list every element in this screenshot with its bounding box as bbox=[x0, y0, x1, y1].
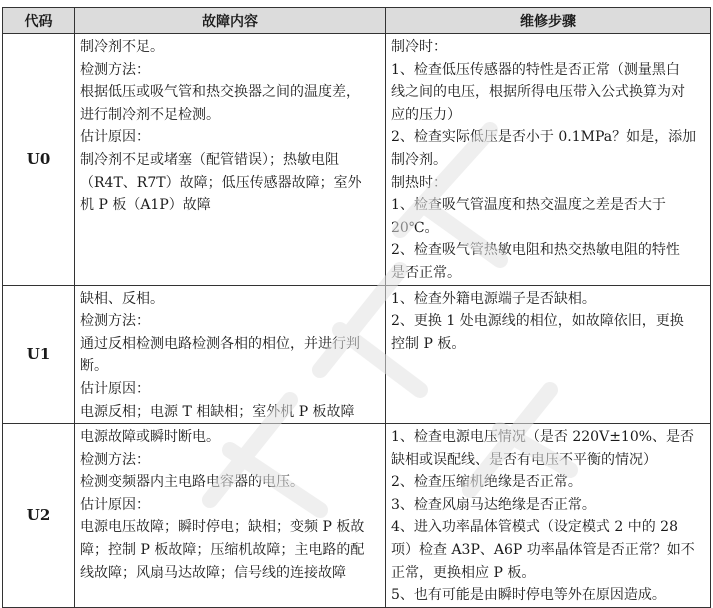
text-line: 检测方法： bbox=[80, 313, 150, 330]
text-line: 2、检查吸气管热敏电阻和热交热敏电阻的特性 bbox=[391, 242, 680, 259]
text-line: 项）检查 A3P、A6P 功率晶体管是否正常？如不 bbox=[391, 542, 695, 559]
text-line: 进行制冷剂不足检测。 bbox=[80, 106, 220, 123]
text-line: 正常，更换相应 P 板。 bbox=[391, 564, 536, 581]
text-line: 检测方法： bbox=[80, 451, 150, 468]
table-row-u2 bbox=[3, 424, 711, 608]
repair-steps bbox=[386, 34, 711, 286]
header-repair-steps: 维修步骤 bbox=[386, 8, 711, 34]
text-line: 3、检查风扇马达绝缘是否正常。 bbox=[391, 496, 596, 513]
text-line: （R4T、R7T）故障；低压传感器故障；室外 bbox=[80, 174, 362, 191]
fault-code: U2 bbox=[3, 424, 75, 608]
fault-code-table bbox=[2, 7, 711, 608]
text-line: 2、检查压缩机绝缘是否正常。 bbox=[391, 474, 582, 491]
text-line: 电源电压故障；瞬时停电；缺相；变频 P 板故 bbox=[80, 519, 365, 536]
text-line: 缺相或误配线、是否有电压不平衡的情况） bbox=[391, 451, 657, 468]
fault-code: U0 bbox=[3, 34, 75, 286]
text-line: 1、检查外籍电源端子是否缺相。 bbox=[391, 290, 596, 307]
text-line: 5、也有可能是由瞬时停电等外在原因造成。 bbox=[391, 587, 666, 604]
table-row-u0 bbox=[3, 34, 711, 286]
text-line: 估计原因： bbox=[80, 380, 150, 397]
text-line: 4、进入功率晶体管模式（设定模式 2 中的 28 bbox=[391, 519, 678, 536]
text-line: 制冷剂不足或堵塞（配管错误）；热敏电阻 bbox=[80, 151, 339, 168]
text-line: 2、检查实际低压是否小于 0.1MPa？如是，添加 bbox=[391, 129, 697, 146]
text-line: 断。 bbox=[80, 358, 108, 375]
text-line: 20℃。 bbox=[391, 219, 439, 236]
text-line: 检测方法： bbox=[80, 61, 150, 78]
text-line: 制冷剂不足。 bbox=[80, 39, 164, 55]
text-line: 通过反相检测电路检测各相的相位，并进行判 bbox=[80, 335, 360, 352]
header-code: 代码 bbox=[3, 8, 75, 34]
text-line: 制热时： bbox=[391, 174, 447, 191]
text-line: 机 P 板（A1P）故障 bbox=[80, 197, 211, 214]
text-line: 线故障；风扇马达故障；信号线的连接故障 bbox=[80, 564, 346, 581]
text-line: 障；控制 P 板故障；压缩机故障；主电路的配 bbox=[80, 542, 365, 559]
text-line: 制冷剂。 bbox=[391, 151, 447, 168]
table-row-u1 bbox=[3, 285, 711, 424]
text-line: 电源反相；电源 T 相缺相；室外机 P 板故障 bbox=[80, 403, 355, 420]
text-line: 线之间的电压，根据所得电压带入公式换算为对 bbox=[391, 84, 685, 101]
text-line: 检测变频器内主电路电容器的电压。 bbox=[80, 474, 304, 491]
table-header-row bbox=[3, 8, 711, 34]
text-line: 是否正常。 bbox=[391, 264, 461, 281]
text-line: 制冷时： bbox=[391, 39, 447, 55]
fault-code: U1 bbox=[3, 285, 75, 424]
text-line: 1、检查吸气管温度和热交温度之差是否大于 bbox=[391, 197, 666, 214]
text-line: 缺相、反相。 bbox=[80, 290, 164, 307]
text-line: 根据低压或吸气管和热交换器之间的温度差， bbox=[80, 84, 360, 101]
text-line: 控制 P 板。 bbox=[391, 335, 466, 352]
text-line: 1、检查低压传感器的特性是否正常（测量黑白 bbox=[391, 61, 680, 78]
fault-content bbox=[75, 285, 386, 424]
repair-steps bbox=[386, 424, 711, 608]
header-fault-content: 故障内容 bbox=[75, 8, 386, 34]
text-line: 电源故障或瞬时断电。 bbox=[80, 429, 220, 446]
text-line: 1、检查电源电压情况（是否 220V±10%、是否 bbox=[391, 429, 695, 446]
text-line: 估计原因： bbox=[80, 496, 150, 513]
fault-content bbox=[75, 34, 386, 286]
text-line: 2、更换 1 处电源线的相位，如故障依旧，更换 bbox=[391, 313, 684, 330]
text-line: 估计原因： bbox=[80, 129, 150, 146]
fault-content bbox=[75, 424, 386, 608]
text-line: 应的压力） bbox=[391, 106, 461, 123]
repair-steps bbox=[386, 285, 711, 424]
